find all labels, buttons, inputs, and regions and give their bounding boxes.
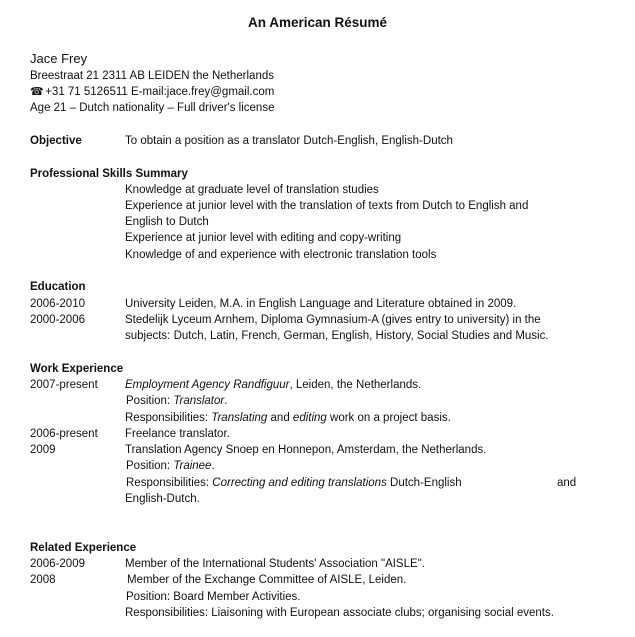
- related-heading: Related Experience: [30, 542, 137, 554]
- skill-item: English to Dutch: [125, 216, 209, 228]
- related-position: Position: Board Member Activities.: [126, 591, 301, 603]
- work-heading: Work Experience: [30, 363, 124, 375]
- education-text: subjects: Dutch, Latin, French, German, English, History, Social Studies and Music.: [125, 330, 549, 342]
- address: Breestraat 21 2311 AB LEIDEN the Netherlands: [30, 70, 274, 82]
- work-responsibilities-cont: English-Dutch.: [125, 493, 200, 505]
- work-date: 2009: [30, 444, 56, 456]
- work-employer: Translation Agency Snoep en Honnepon, Amsterdam, the Netherlands.: [125, 444, 487, 456]
- education-date: 2000-2006: [30, 314, 85, 326]
- education-date: 2006-2010: [30, 298, 85, 310]
- skills-heading: Professional Skills Summary: [30, 168, 188, 180]
- education-text: Stedelijk Lyceum Arnhem, Diploma Gymnasium-A (gives entry to university) in the: [125, 314, 541, 326]
- related-responsibilities: Responsibilities: Liaisoning with European associate clubs; organising social events.: [125, 607, 554, 619]
- objective-heading: Objective: [30, 135, 82, 147]
- telephone-icon: ☎: [30, 86, 44, 98]
- work-position: Position: Trainee.: [126, 460, 215, 472]
- work-date: 2007-present: [30, 379, 98, 391]
- phone-email: [30, 84, 274, 100]
- applicant-name: Jace Frey: [30, 51, 88, 66]
- skill-item: Knowledge of and experience with electronic translation tools: [125, 249, 437, 261]
- objective-text: To obtain a position as a translator Dutch-English, English-Dutch: [125, 135, 453, 147]
- document-title: An American Résumé: [247, 15, 388, 30]
- phone-email-text: +31 71 5126511 E-mail:jace.frey@gmail.com: [45, 86, 275, 98]
- related-text: Member of the International Students' Association "AISLE".: [125, 558, 425, 570]
- related-text: Member of the Exchange Committee of AISLE, Leiden.: [127, 574, 407, 586]
- skill-item: Experience at junior level with editing and copy-writing: [125, 232, 402, 244]
- work-position: Position: Translator.: [126, 395, 228, 407]
- related-date: 2006-2009: [30, 558, 85, 570]
- work-date: 2006-present: [30, 428, 98, 440]
- work-employer: Employment Agency Randfiguur, Leiden, the Netherlands.: [125, 379, 422, 391]
- education-heading: Education: [30, 281, 86, 293]
- related-date: 2008: [30, 574, 56, 586]
- personal-details: Age 21 – Dutch nationality – Full driver's license: [30, 102, 275, 114]
- skill-item: Knowledge at graduate level of translation studies: [125, 184, 379, 196]
- work-employer: Freelance translator.: [125, 428, 230, 440]
- work-responsibilities: Responsibilities: Translating and editing work on a project basis.: [125, 412, 451, 424]
- work-responsibilities-and: and: [557, 477, 577, 489]
- work-responsibilities: Responsibilities: Correcting and editing translations Dutch-English: [126, 477, 462, 489]
- education-text: University Leiden, M.A. in English Language and Literature obtained in 2009.: [125, 298, 517, 310]
- skill-item: Experience at junior level with the translation of texts from Dutch to English and: [125, 200, 529, 212]
